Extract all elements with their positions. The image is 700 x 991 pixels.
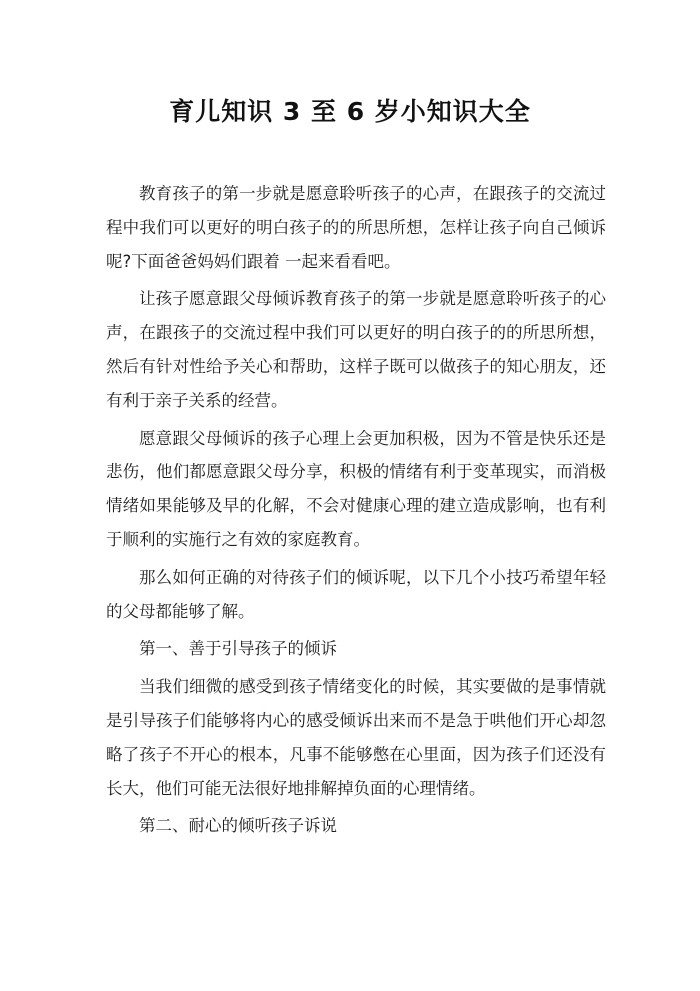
section-heading-first: 第一、善于引导孩子的倾诉 [139, 639, 337, 659]
paragraph-positive-mindset: 愿意跟父母倾诉的孩子心理上会更加积极，因为不管是快乐还是悲伤，他们都愿意跟父母分享，积极的情绪有利于变革现实，而消极情绪如果能够及早的化解，不会对健康心理的建立造成影响，也有利于顺利的实施行之有效的家庭教育。 [106, 428, 606, 549]
paragraph-tips-intro: 那么如何正确的对待孩子们的倾诉呢，以下几个小技巧希望年轻的父母都能够了解。 [106, 567, 606, 621]
document-body [106, 177, 606, 847]
paragraph-guide-confiding: 当我们细微的感受到孩子情绪变化的时候，其实要做的是事情就是引导孩子们能够将内心的感受倾诉出来而不是急于哄他们开心却忽略了孩子不开心的根本，凡事不能够憋在心里面，因为孩子们还没有长大，他们可能无法很好地排解掉负面的心理情绪。 [106, 677, 606, 798]
paragraph-intro: 教育孩子的第一步就是愿意聆听孩子的心声，在跟孩子的交流过程中我们可以更好的明白孩子的的所思所想，怎样让孩子向自己倾诉呢?下面爸爸妈妈们跟着 一起来看看吧。 [106, 184, 606, 271]
document-title: 育儿知识 3 至 6 岁小知识大全 [169, 97, 531, 126]
paragraph-willing-to-confide: 让孩子愿意跟父母倾诉教育孩子的第一步就是愿意聆听孩子的心声，在跟孩子的交流过程中我们可以更好的明白孩子的的所思所想，然后有针对性给予关心和帮助，这样子既可以做孩子的知心朋友，还有利于亲子关系的经营。 [106, 289, 606, 410]
section-heading-second: 第二、耐心的倾听孩子诉说 [139, 816, 337, 836]
